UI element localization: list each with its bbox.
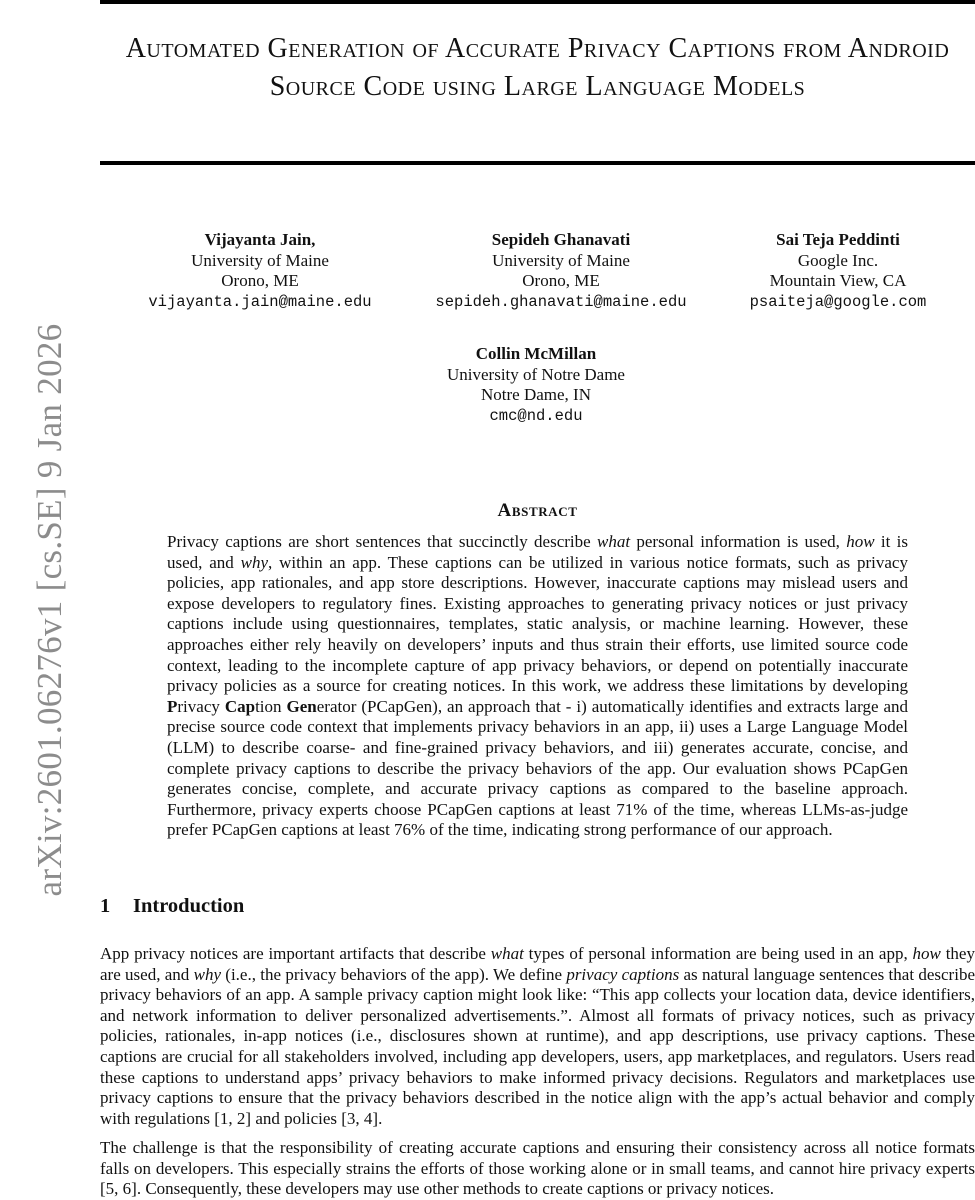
abstract-heading: Abstract bbox=[497, 500, 578, 521]
title-rule-bottom bbox=[100, 161, 975, 165]
author-email: psaiteja@google.com bbox=[749, 292, 927, 311]
intro-paragraph: The challenge is that the responsibility of creating accurate captions and ensuring their consistency across all notice formats falls on developers. This especially strains the efforts of those working alone or in small teams, and cannot hire privacy experts [5, 6]. Consequently, these developers may use other methods to create captions or privacy notices. bbox=[100, 1138, 975, 1199]
author-email: sepideh.ghanavati@maine.edu bbox=[435, 292, 687, 311]
author-location: Orono, ME bbox=[221, 271, 299, 290]
author-block bbox=[425, 230, 697, 312]
section-title: Introduction bbox=[133, 895, 245, 917]
author-block bbox=[411, 344, 661, 426]
author-name: Vijayanta Jain, bbox=[204, 230, 316, 249]
author-email: vijayanta.jain@maine.edu bbox=[148, 292, 372, 311]
author-affiliation: University of Notre Dame bbox=[447, 364, 625, 384]
author-name: Collin McMillan bbox=[475, 344, 597, 363]
author-email: cmc@nd.edu bbox=[489, 406, 583, 425]
author-block bbox=[738, 230, 938, 312]
author-location: Notre Dame, IN bbox=[481, 385, 591, 404]
abstract-body: Privacy captions are short sentences that succinctly describe what personal information is used, how it is used, and why, within an app. These captions can be utilized in various notice formats, such as privacy policies, app rationales, and app store descriptions. However, inaccurate captions may mislead users and expose developers to regulatory fines. Existing approaches to generating privacy notices or just privacy captions include using questionnaires, templates, static analysis, or machine learning. However, these approaches either rely heavily on developers’ inputs and thus strain their efforts, use limited source code context, leading to the incomplete capture of app privacy behaviors, or depend on potentially inaccurate privacy policies as a source for creating notices. In this work, we address these limitations by developing Privacy Caption Generator (PCapGen), an approach that - i) automatically identifies and extracts large and precise source code context that implements privacy behaviors in an app, ii) uses a Large Language Model (LLM) to describe coarse- and fine-grained privacy behaviors, and iii) generates accurate, concise, and complete privacy captions to describe the privacy behaviors of the app. Our evaluation shows PCapGen generates concise, complete, and accurate privacy captions as compared to the baseline approach. Furthermore, privacy experts choose PCapGen captions at least 71% of the time, whereas LLMs-as-judge prefer PCapGen captions at least 76% of the time, indicating strong performance of our approach. bbox=[167, 532, 908, 840]
section-number: 1 bbox=[100, 895, 111, 917]
title-rule-top bbox=[100, 0, 975, 4]
author-name: Sepideh Ghanavati bbox=[491, 230, 631, 249]
paper-title: Automated Generation of Accurate Privacy Captions from Android Source Code using Large Language Models bbox=[125, 33, 950, 102]
arxiv-identifier: arXiv:2601.06276v1 [cs.SE] 9 Jan 2026 bbox=[30, 323, 69, 897]
author-name: Sai Teja Peddinti bbox=[776, 230, 900, 249]
author-location: Mountain View, CA bbox=[769, 271, 907, 290]
author-affiliation: University of Maine bbox=[492, 250, 630, 270]
section-heading-introduction bbox=[100, 895, 244, 918]
author-affiliation: Google Inc. bbox=[797, 250, 879, 270]
intro-paragraph: App privacy notices are important artifacts that describe what types of personal information are being used in an app, how they are used, and why (i.e., the privacy behaviors of the app). We define privacy captions as natural language sentences that describe privacy behaviors of an app. A sample privacy caption might look like: “This app collects your location data, device identifiers, and network information to deliver personalized advertisements.”. Almost all formats of privacy notices, such as privacy policies, rationales, in-app notices (i.e., disclosures shown at runtime), and app descriptions, use privacy captions. These captions are crucial for all stakeholders involved, including app developers, users, app marketplaces, and regulators. Users read these captions to understand apps’ privacy behaviors to make informed privacy decisions. Regulators and marketplaces use privacy captions to ensure that the privacy behaviors described in the notice align with the app’s actual behavior and comply with regulations [1, 2] and policies [3, 4]. bbox=[100, 944, 975, 1128]
author-block bbox=[135, 230, 385, 312]
author-location: Orono, ME bbox=[522, 271, 600, 290]
author-affiliation: University of Maine bbox=[191, 250, 329, 270]
